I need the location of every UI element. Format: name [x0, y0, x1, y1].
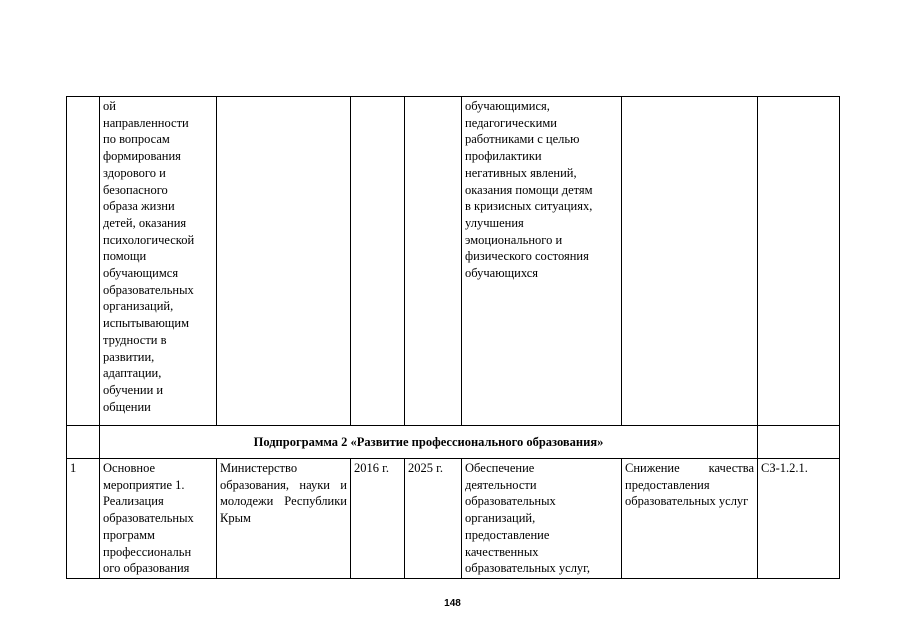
page-number: 148	[444, 598, 461, 609]
cell-indicator	[758, 97, 840, 426]
cell-empty	[758, 426, 840, 459]
cell-empty	[67, 426, 100, 459]
cell-measure: Основное мероприятие 1. Реализация образовательных программ профессиональн ого образования	[100, 459, 217, 579]
cell-indicator: СЗ-1.2.1.	[758, 459, 840, 579]
cell-expected-result: обучающимися, педагогическими работниками с целью профилактики негативных явлений, оказания помощи детям в кризисных ситуациях, улучшения эмоционального и физического состояния обучающихся	[462, 97, 622, 426]
table-row-subprogram	[67, 426, 840, 459]
cell-consequences	[622, 97, 758, 426]
cell-expected-result: Обеспечение деятельности образовательных организаций, предоставление качественных образовательных услуг,	[462, 459, 622, 579]
subprogram-title: Подпрограмма 2 «Развитие профессионального образования»	[100, 426, 758, 459]
program-measures-table	[66, 96, 840, 579]
cell-number: 1	[67, 459, 100, 579]
cell-end-year: 2025 г.	[405, 459, 462, 579]
table-row-continued	[67, 97, 840, 426]
cell-executor	[217, 97, 351, 426]
cell-end-year	[405, 97, 462, 426]
cell-executor: Министерство образования, науки и молодежи Республики Крым	[217, 459, 351, 579]
cell-measure: ой направленности по вопросам формирования здорового и безопасного образа жизни детей, оказания психологической помощи обучающимся образовательных организаций, испытывающим трудности в развитии, адаптации, обучении и общении	[100, 97, 217, 426]
cell-start-year: 2016 г.	[351, 459, 405, 579]
table-row	[67, 459, 840, 579]
cell-number	[67, 97, 100, 426]
cell-consequences: Снижение качества предоставления образовательных услуг	[622, 459, 758, 579]
cell-start-year	[351, 97, 405, 426]
